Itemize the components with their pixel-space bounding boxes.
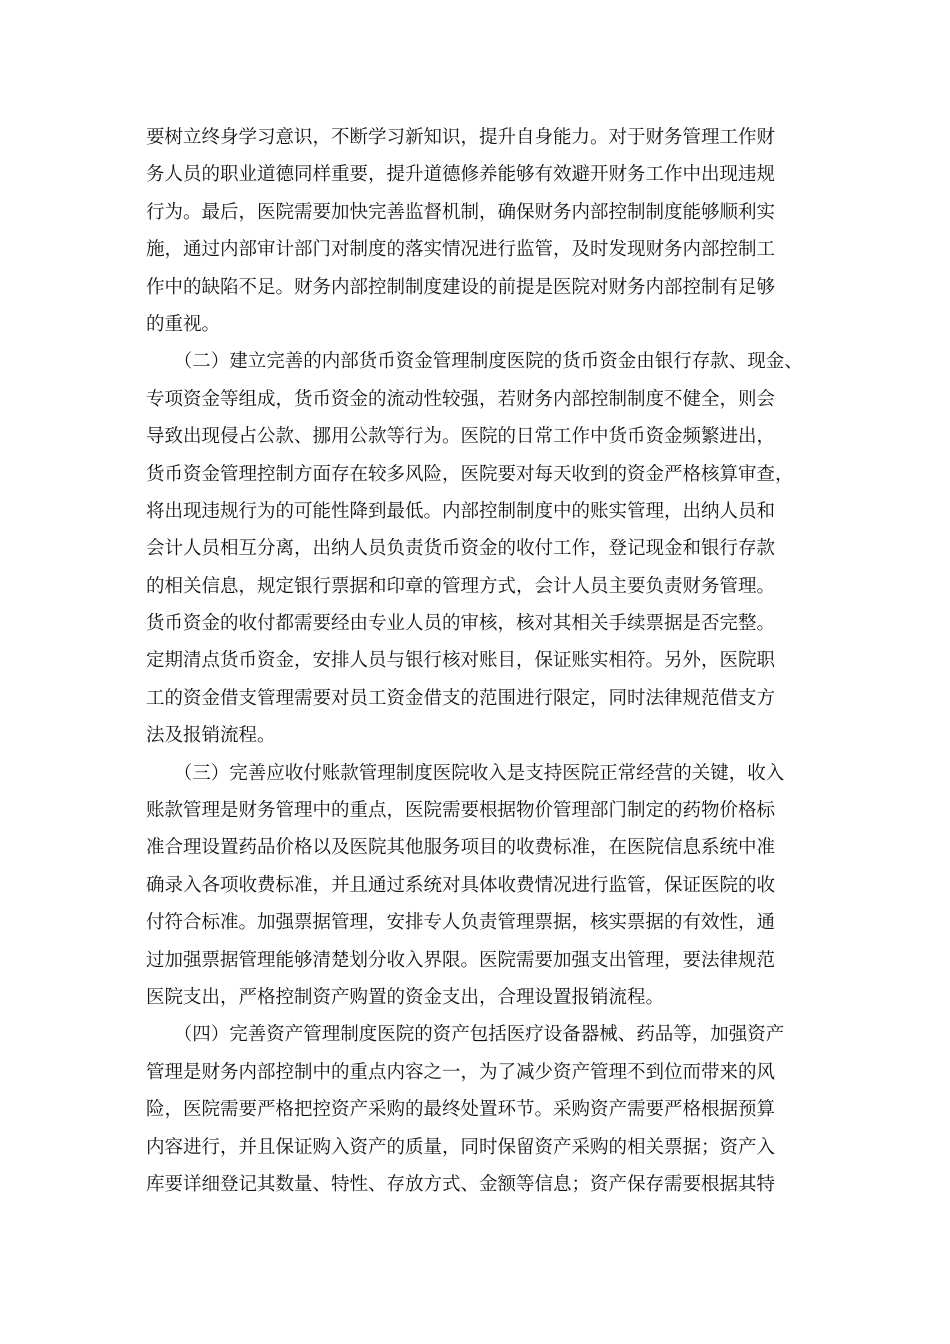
text-line: 导致出现侵占公款、挪用公款等行为。医院的日常工作中货币资金频繁进出，	[146, 426, 776, 448]
text-line: 库要详细登记其数量、特性、存放方式、金额等信息；资产保存需要根据其特	[146, 1173, 776, 1195]
section-4-first-line: （四）完善资产管理制度医院的资产包括医疗设备器械、药品等，加强资产	[146, 1024, 785, 1046]
text-line: 过加强票据管理能够清楚划分收入界限。医院需要加强支出管理，要法律规范	[146, 949, 776, 971]
section-2-first-line: （二）建立完善的内部货币资金管理制度医院的货币资金由银行存款、现金、	[146, 351, 803, 373]
text-line: 货币资金管理控制方面存在较多风险，医院要对每天收到的资金严格核算审查，	[146, 463, 794, 485]
text-line: 医院支出，严格控制资产购置的资金支出，合理设置报销流程。	[146, 986, 665, 1008]
text-line: 专项资金等组成，货币资金的流动性较强，若财务内部控制制度不健全，则会	[146, 388, 776, 410]
text-line: 的重视。	[146, 313, 221, 335]
text-line: 货币资金的收付都需要经由专业人员的审核，核对其相关手续票据是否完整。	[146, 613, 776, 635]
text-line: 账款管理是财务管理中的重点，医院需要根据物价管理部门制定的药物价格标	[146, 800, 776, 822]
text-line: 险，医院需要严格把控资产采购的最终处置环节。采购资产需要严格根据预算	[146, 1099, 776, 1121]
text-line: 准合理设置药品价格以及医院其他服务项目的收费标准，在医院信息系统中准	[146, 837, 776, 859]
text-line: 的相关信息，规定银行票据和印章的管理方式，会计人员主要负责财务管理。	[146, 575, 776, 597]
text-line: 付符合标准。加强票据管理，安排专人负责管理票据，核实票据的有效性，通	[146, 912, 776, 934]
text-line: 施，通过内部审计部门对制度的落实情况进行监管，及时发现财务内部控制工	[146, 239, 776, 261]
text-line: 法及报销流程。	[146, 725, 276, 747]
text-line: 确录入各项收费标准，并且通过系统对具体收费情况进行监管，保证医院的收	[146, 874, 776, 896]
text-line: 行为。最后，医院需要加快完善监督机制，确保财务内部控制制度能够顺利实	[146, 201, 776, 223]
section-3-first-line: （三）完善应收付账款管理制度医院收入是支持医院正常经营的关键，收入	[146, 762, 785, 784]
text-line: 将出现违规行为的可能性降到最低。内部控制制度中的账实管理，出纳人员和	[146, 500, 776, 522]
text-line: 作中的缺陷不足。财务内部控制制度建设的前提是医院对财务内部控制有足够	[146, 276, 776, 298]
text-line: 工的资金借支管理需要对员工资金借支的范围进行限定，同时法律规范借支方	[146, 687, 776, 709]
text-line: 务人员的职业道德同样重要，提升道德修养能够有效避开财务工作中出现违规	[146, 164, 776, 186]
text-line: 要树立终身学习意识，不断学习新知识，提升自身能力。对于财务管理工作财	[146, 127, 776, 148]
document-body	[146, 119, 826, 1203]
text-line: 内容进行，并且保证购入资产的质量，同时保留资产采购的相关票据；资产入	[146, 1136, 776, 1158]
text-line: 会计人员相互分离，出纳人员负责货币资金的收付工作，登记现金和银行存款	[146, 538, 776, 560]
text-line: 定期清点货币资金，安排人员与银行核对账目，保证账实相符。另外，医院职	[146, 650, 776, 672]
text-line: 管理是财务内部控制中的重点内容之一，为了减少资产管理不到位而带来的风	[146, 1061, 776, 1083]
